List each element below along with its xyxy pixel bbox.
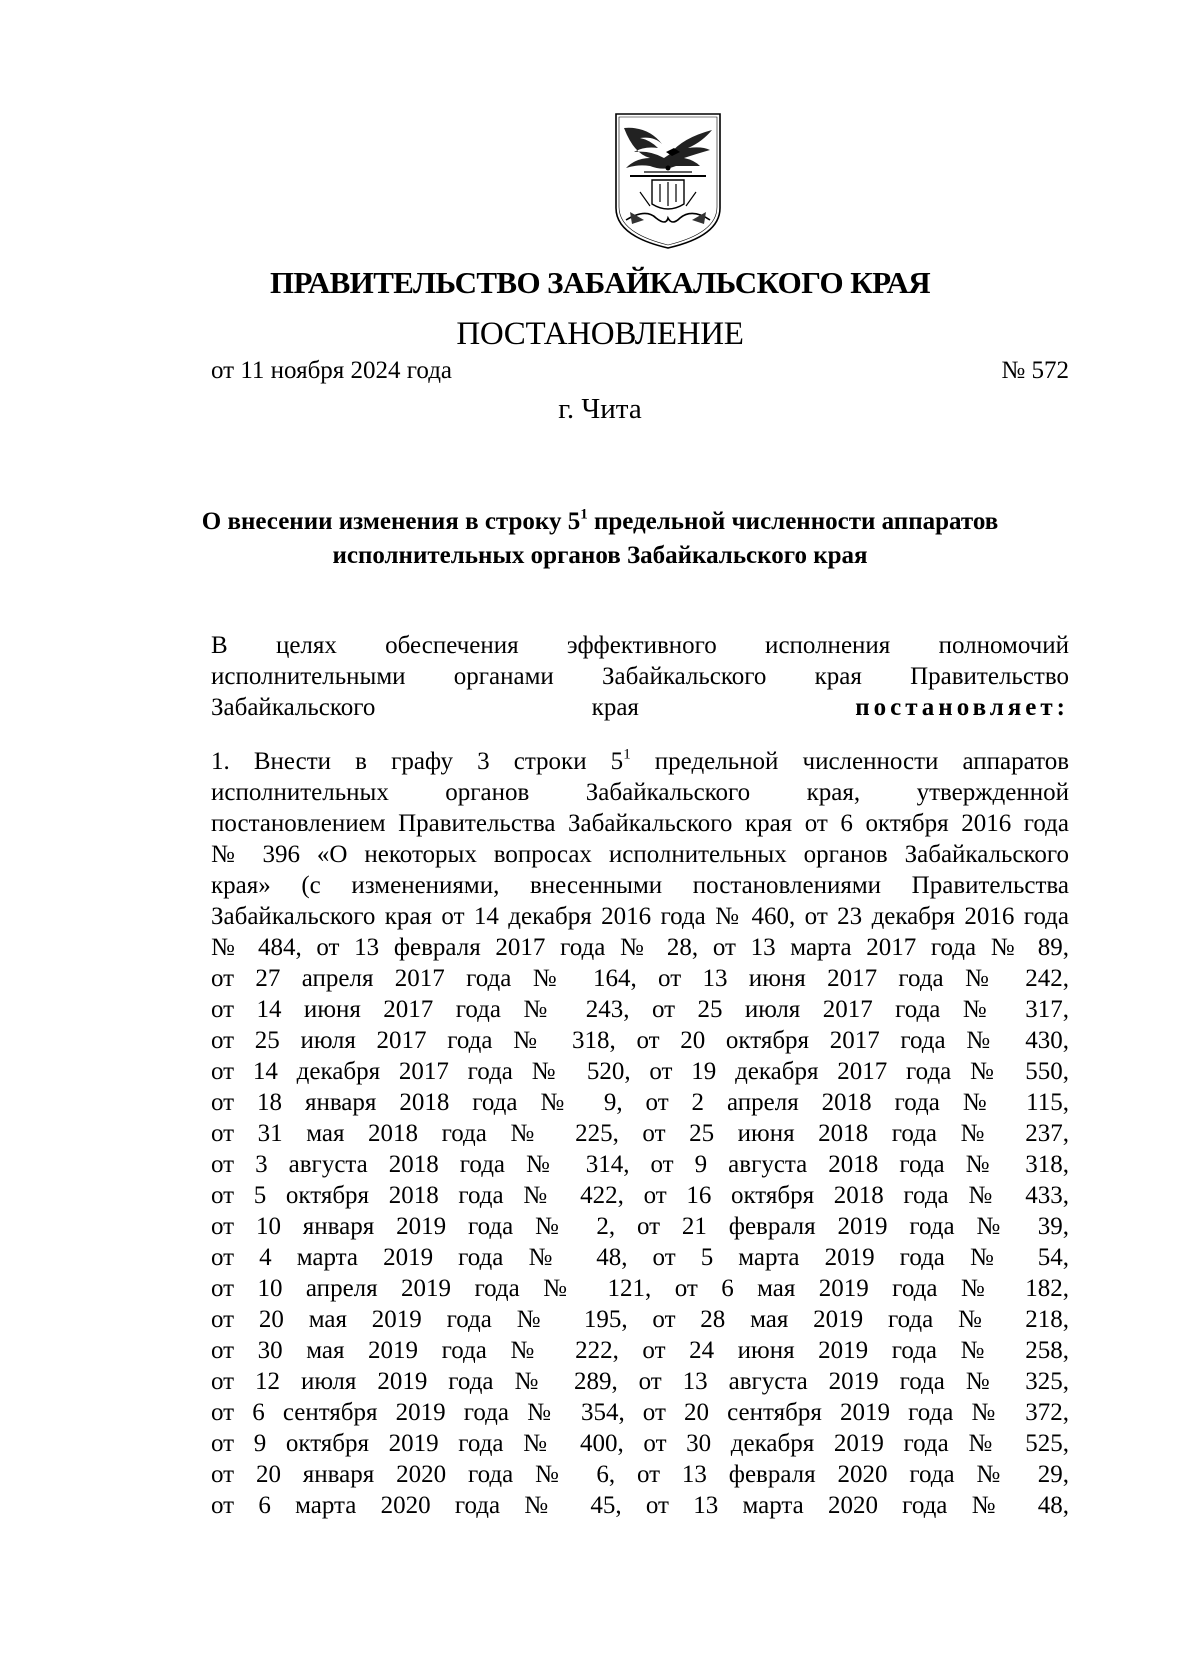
title-superscript: 1 — [580, 506, 588, 523]
clause-1-paragraph — [211, 746, 1069, 1521]
title-line1-end: предельной численности аппаратов — [587, 508, 999, 535]
clause-1-start: 1. Внести в графу 3 строки 5 — [211, 748, 624, 775]
title-line1-start: О внесении изменения в строку 5 — [201, 508, 581, 535]
preamble-text: В целях обеспечения эффективного исполнения полномочий исполнительными органами Забайкальского края Правительство Забайкальского края — [211, 632, 1069, 721]
title-line2: исполнительных органов Забайкальского края — [332, 542, 868, 569]
resolves-emphasis: постановляет: — [855, 694, 1069, 721]
document-date: от 11 ноября 2024 года — [211, 357, 453, 384]
organization-name: ПРАВИТЕЛЬСТВО ЗАБАЙКАЛЬСКОГО КРАЯ — [269, 265, 931, 300]
preamble-paragraph — [211, 630, 1069, 723]
coat-of-arms-emblem — [610, 108, 726, 250]
clause-1-text: предельной численности аппаратов исполнительных органов Забайкальского края, утвержденной постановлением Правительства Забайкальского края от 6 октября 2016 года № 396 «О некоторых вопросах исполнительных органов Забайкальского края» (с изменениями, внесенными постановлениями Правительства Забайкальского края от 14 декабря 2016 года № 460, от 23 декабря 2016 года № 484, от 13 февраля 2017 года № 28, от 13 марта 2017 года № 89, от 27 апреля 2017 года № 164, от 13 июня 2017 года № 242, от 14 июня 2017 года № 243, от 25 июля 2017 года № 317, от 25 июля 2017 года № 318, от 20 октября 2017 года № 430, от 14 декабря 2017 года № 520, от 19 декабря 2017 года № 550, от 18 января 2018 года № 9, от 2 апреля 2018 года № 115, от 31 мая 2018 года № 225, от 25 июня 2018 года № 237, от 3 августа 2018 года № 314, от 9 августа 2018 года № 318, от 5 октября 2018 года № 422, от 16 октября 2018 года № 433, от 10 января 2019 года № 2, от 21 февраля 2019 года № 39, от 4 марта 2019 года № 48, от 5 марта 2019 года № 54, от 10 апреля 2019 года № 121, от 6 мая 2019 года № 182, от 20 мая 2019 года № 195, от 28 мая 2019 года № 218, от 30 мая 2019 года № 222, от 24 июня 2019 года № 258, от 12 июля 2019 года № 289, от 13 августа 2019 года № 325, от 6 сентября 2019 года № 354, от 20 сентября 2019 года № 372, от 9 октября 2019 года № 400, от 30 декабря 2019 года № 525, от 20 января 2020 года № 6, от 13 февраля 2020 года № 29, от 6 марта 2020 года № 45, от 13 марта 2020 года № 48, — [211, 748, 1069, 1519]
document-number: № 572 — [1001, 357, 1069, 384]
document-title — [150, 505, 1050, 573]
document-city: г. Чита — [558, 393, 642, 425]
clause-1-superscript: 1 — [623, 746, 631, 763]
document-type: ПОСТАНОВЛЕНИЕ — [456, 316, 744, 352]
